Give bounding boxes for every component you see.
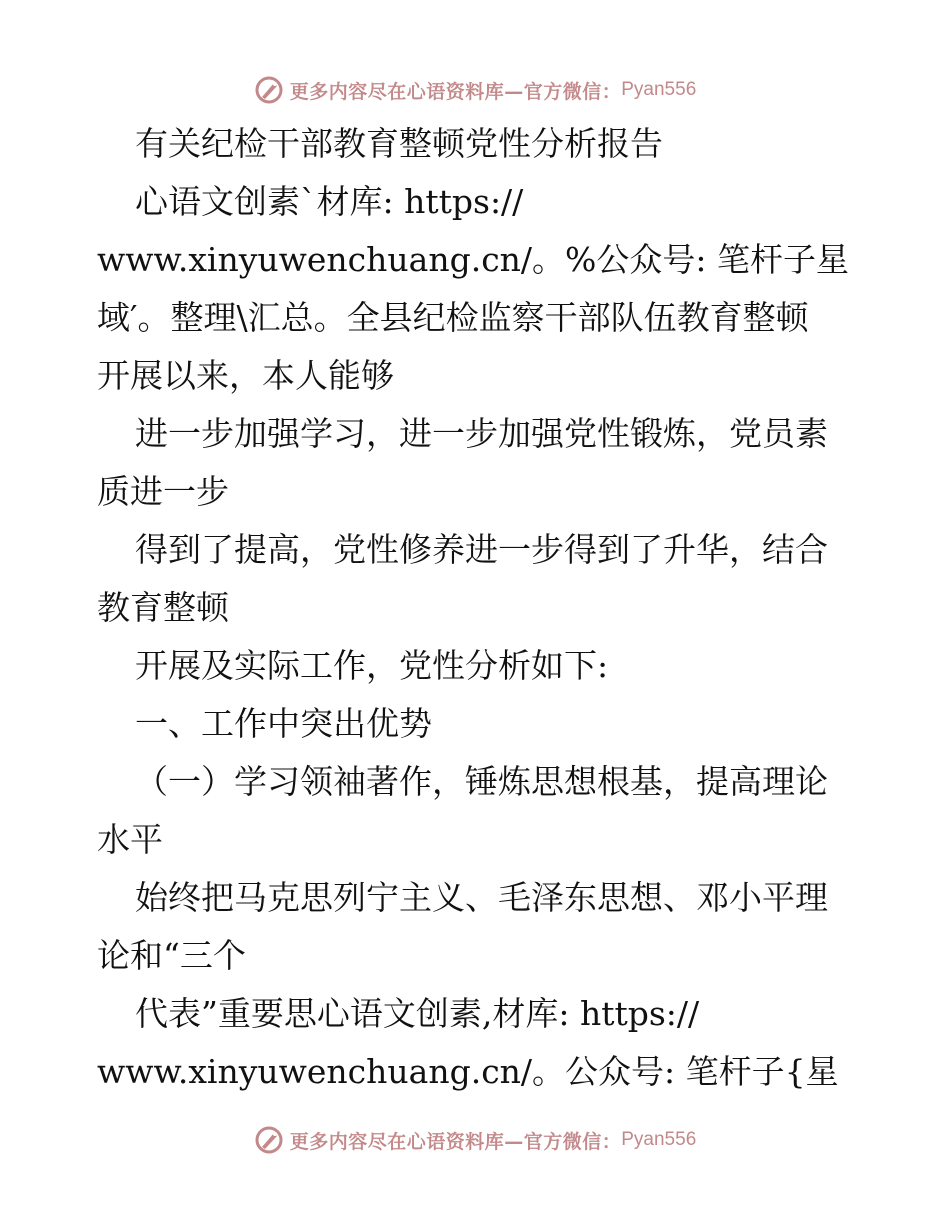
- subsection-heading: （一）学习领袖著作，锤炼思想根基，提高理论: [135, 762, 828, 801]
- text-line: 心语文创素`材库: https://: [135, 182, 524, 221]
- text-line: 水平: [97, 820, 163, 859]
- text-line: www.xinyuwenchuang.cn/。公众号: 笔杆子{星: [97, 1052, 839, 1091]
- banner-wechat-id: Pyan556: [621, 1129, 697, 1150]
- document-body: [97, 115, 857, 1101]
- text-line: 进一步加强学习，进一步加强党性锻炼，党员素: [135, 414, 828, 453]
- text-line: 质进一步: [97, 472, 229, 511]
- pen-logo-icon: [254, 1125, 284, 1155]
- text-line: 始终把马克思列宁主义、毛泽东思想、邓小平理: [135, 878, 828, 917]
- text-line: 域′。整理\汇总。全县纪检监察干部队伍教育整顿: [97, 298, 809, 337]
- text-line: www.xinyuwenchuang.cn/。%公众号: 笔杆子星: [97, 240, 850, 279]
- text-line: 论和“三个: [97, 936, 246, 975]
- text-line: 开展及实际工作，党性分析如下:: [135, 646, 609, 685]
- text-line: 得到了提高，党性修养进一步得到了升华，结合: [135, 530, 828, 569]
- header-watermark-banner: [0, 70, 950, 110]
- section-heading: 一、工作中突出优势: [135, 704, 432, 743]
- pen-logo-icon: [254, 75, 284, 105]
- text-line: 教育整顿: [97, 588, 229, 627]
- document-title: 有关纪检干部教育整顿党性分析报告: [135, 124, 663, 163]
- text-line: 代表”重要思心语文创素,材库: https://: [135, 994, 700, 1033]
- banner-wechat-id: Pyan556: [621, 79, 697, 100]
- text-line: 开展以来，本人能够: [97, 356, 394, 395]
- banner-text: 更多内容尽在心语资料库—官方微信：: [289, 80, 622, 103]
- footer-watermark-banner: [0, 1120, 950, 1160]
- banner-text: 更多内容尽在心语资料库—官方微信：: [289, 1130, 622, 1153]
